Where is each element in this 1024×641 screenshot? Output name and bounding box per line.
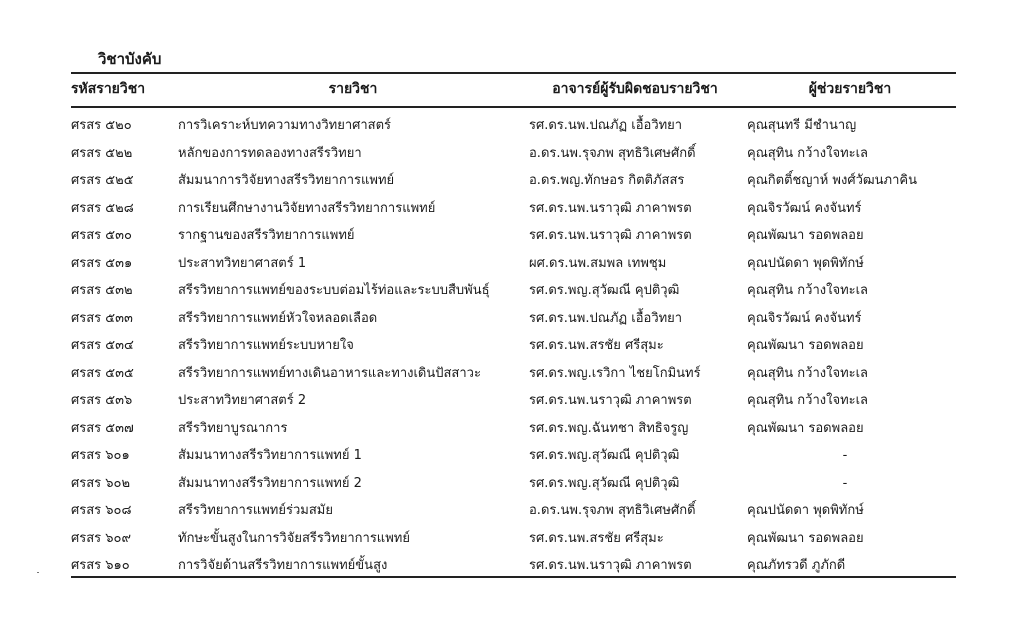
course-instructor: รศ.ดร.พญ.สุวัฒณี คุปติวุฒิ [529,475,680,491]
course-assistant: คุณสุทิน กว้างใจทะเล [747,365,869,381]
course-instructor: อ.ดร.นพ.รุจภพ สุทธิวิเศษศักดิ์ [529,503,696,518]
table-row [0,498,1024,526]
table-row [0,278,1024,306]
table-row [0,141,1024,169]
course-code: ศรสร ๕๒๒ [71,145,133,161]
course-name: สรีรวิทยาการแพทย์ของระบบต่อมไร้ท่อและระบบสืบพันธุ์ [178,283,490,298]
course-name: สรีรวิทยาการแพทย์หัวใจหลอดเลือด [178,310,378,326]
course-assistant: คุณสุทิน กว้างใจทะเล [747,393,869,408]
course-name: ประสาทวิทยาศาสตร์ 1 [178,255,307,271]
course-name: สรีรวิทยาการแพทย์ทางเดินอาหารและทางเดินปัสสาวะ [178,365,481,381]
course-code: ศรสร ๕๓๖ [71,393,133,408]
table-row [0,223,1024,251]
table-row [0,196,1024,224]
course-assistant: คุณพัฒนา รอดพลอย [747,228,864,243]
course-name: หลักของการทดลองทางสรีรวิทยา [178,145,362,161]
course-name: ประสาทวิทยาศาสตร์ 2 [178,393,307,408]
course-name: สรีรวิทยาการแพทย์ระบบหายใจ [178,338,354,353]
course-code: ศรสร ๕๓๓ [71,310,133,326]
course-instructor: รศ.ดร.นพ.ปณภัฏ เอื้อวิทยา [529,310,683,326]
table-top-rule [71,72,956,74]
course-code: ศรสร ๖๐๑ [71,448,130,463]
course-code: ศรสร ๕๓๗ [71,420,134,436]
course-table-body [0,113,1024,581]
course-code: ศรสร ๖๐๒ [71,475,131,491]
course-code: ศรสร ๖๑๐ [71,558,130,573]
course-name: สัมมนาทางสรีรวิทยาการแพทย์ 1 [178,448,362,463]
course-name: สัมมนาทางสรีรวิทยาการแพทย์ 2 [178,475,362,491]
course-code: ศรสร ๖๐๙ [71,530,131,546]
table-row [0,168,1024,196]
course-name: ทักษะขั้นสูงในการวิจัยสรีรวิทยาการแพทย์ [178,530,410,546]
table-row [0,361,1024,389]
table-row [0,388,1024,416]
course-instructor: รศ.ดร.นพ.นราวุฒิ ภาคาพรต [529,393,692,408]
course-assistant: - [842,448,848,463]
course-assistant: - [842,475,848,491]
course-instructor: ผศ.ดร.นพ.สมพล เทพชุม [529,255,667,271]
course-instructor: รศ.ดร.นพ.สรชัย ศรีสุมะ [529,530,664,546]
course-assistant: คุณสุนทรี มีชำนาญ [747,118,857,133]
course-code: ศรสร ๕๓๔ [71,338,134,353]
course-assistant: คุณพัฒนา รอดพลอย [747,530,864,546]
header-instructor: อาจารย์ผู้รับผิดชอบรายวิชา [552,81,718,97]
course-name: การวิจัยด้านสรีรวิทยาการแพทย์ขั้นสูง [178,558,388,573]
table-header-rule [71,106,956,108]
course-code: ศรสร ๖๐๘ [71,503,132,518]
course-name: การวิเคราะห์บทความทางวิทยาศาสตร์ [178,118,392,133]
course-code: ศรสร ๕๓๑ [71,255,133,271]
table-row [0,306,1024,334]
course-code: ศรสร ๕๒๘ [71,200,134,216]
course-instructor: รศ.ดร.พญ.ฉันทชา สิทธิจรูญ [529,420,689,436]
table-row [0,526,1024,554]
table-row [0,251,1024,279]
course-assistant: คุณปนัดดา พุดพิทักษ์ [747,255,864,271]
course-assistant: คุณภัทรวดี ภูภักดี [747,558,846,573]
section-title: วิชาบังคับ [98,50,162,68]
course-code: ศรสร ๕๒๕ [71,173,134,188]
course-assistant: คุณจิรวัฒน์ คงจันทร์ [747,310,862,326]
header-course-code: รหัสรายวิชา [71,81,146,97]
course-assistant: คุณกิตติ์ชญาห์ พงศ์วัฒนภาคิน [747,173,917,188]
course-instructor: อ.ดร.นพ.รุจภพ สุทธิวิเศษศักดิ์ [529,145,696,161]
course-instructor: รศ.ดร.พญ.สุวัฒณี คุปติวุฒิ [529,283,680,298]
course-instructor: รศ.ดร.พญ.เรวิกา ไชยโกมินทร์ [529,365,701,381]
course-name: รากฐานของสรีรวิทยาการแพทย์ [178,228,355,243]
course-code: ศรสร ๕๓๒ [71,283,133,298]
course-name: สรีรวิทยาการแพทย์ร่วมสมัย [178,503,333,518]
course-name: สรีรวิทยาบูรณาการ [178,420,288,436]
course-instructor: รศ.ดร.นพ.สรชัย ศรีสุมะ [529,338,664,353]
course-assistant: คุณสุทิน กว้างใจทะเล [747,145,869,161]
scan-speck [37,572,39,573]
table-row [0,416,1024,444]
header-assistant: ผู้ช่วยรายวิชา [808,81,892,97]
course-instructor: รศ.ดร.นพ.นราวุฒิ ภาคาพรต [529,228,692,243]
table-row [0,443,1024,471]
course-instructor: รศ.ดร.นพ.ปณภัฏ เอื้อวิทยา [529,118,683,133]
course-assistant: คุณพัฒนา รอดพลอย [747,420,864,436]
course-assistant: คุณสุทิน กว้างใจทะเล [747,283,869,298]
course-assistant: คุณจิรวัฒน์ คงจันทร์ [747,200,862,216]
course-instructor: รศ.ดร.นพ.นราวุฒิ ภาคาพรต [529,200,692,216]
table-row [0,113,1024,141]
course-name: สัมมนาการวิจัยทางสรีรวิทยาการแพทย์ [178,173,395,188]
course-code: ศรสร ๕๓๕ [71,365,134,381]
course-instructor: อ.ดร.พญ.ทักษอร กิตติภัสสร [529,173,685,188]
course-name: การเรียนศึกษางานวิจัยทางสรีรวิทยาการแพทย์ [178,200,436,216]
course-instructor: รศ.ดร.นพ.นราวุฒิ ภาคาพรต [529,558,692,573]
table-row [0,333,1024,361]
course-code: ศรสร ๕๓๐ [71,228,132,243]
course-assistant: คุณปนัดดา พุดพิทักษ์ [747,503,864,518]
header-course-name: รายวิชา [328,81,378,97]
course-instructor: รศ.ดร.พญ.สุวัฒณี คุปติวุฒิ [529,448,680,463]
table-bottom-rule [71,576,956,578]
table-row [0,471,1024,499]
course-assistant: คุณพัฒนา รอดพลอย [747,338,864,353]
course-code: ศรสร ๕๒๐ [71,118,132,133]
